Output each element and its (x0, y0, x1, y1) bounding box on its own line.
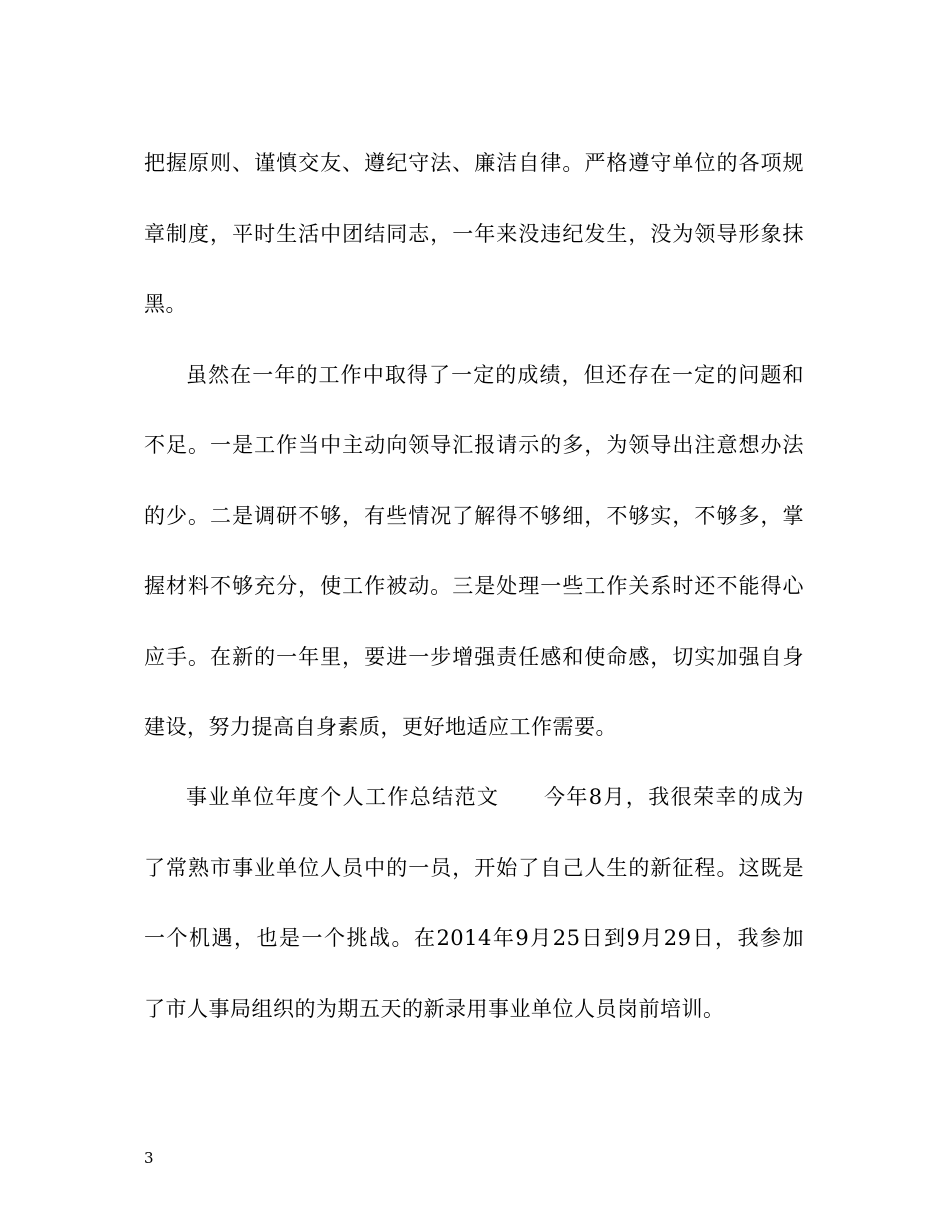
text-line: 虽然在一年的工作中取得了一定的成绩，但还存在一定的问题和 (186, 363, 804, 387)
text-line: 的少。二是调研不够，有些情况了解得不够细，不够实，不够多，掌 (144, 504, 804, 528)
text-line: 章制度，平时生活中团结同志，一年来没违纪发生，没为领导形象抹 (144, 222, 804, 246)
text-line: 黑。 (144, 292, 187, 316)
text-line: 建设，努力提高自身素质，更好地适应工作需要。 (144, 715, 617, 739)
page-number: 3 (144, 1149, 154, 1167)
text-line: 把握原则、谨慎交友、遵纪守法、廉洁自律。严格遵守单位的各项规 (144, 151, 804, 175)
text-line: 一个机遇，也是一个挑战。在2014年9月25日到9月29日，我参加 (144, 926, 804, 950)
text-line: 了市人事局组织的为期五天的新录用事业单位人员岗前培训。 (144, 997, 725, 1021)
text-line: 不足。一是工作当中主动向领导汇报请示的多，为领导出注意想办法 (144, 433, 804, 457)
text-line: 事业单位年度个人工作总结范文 今年8月，我很荣幸的成为 (186, 785, 804, 809)
text-line: 了常熟市事业单位人员中的一员，开始了自己人生的新征程。这既是 (144, 856, 804, 880)
text-line: 握材料不够充分，使工作被动。三是处理一些工作关系时还不能得心 (144, 574, 804, 598)
text-line: 应手。在新的一年里，要进一步增强责任感和使命感，切实加强自身 (144, 645, 804, 669)
